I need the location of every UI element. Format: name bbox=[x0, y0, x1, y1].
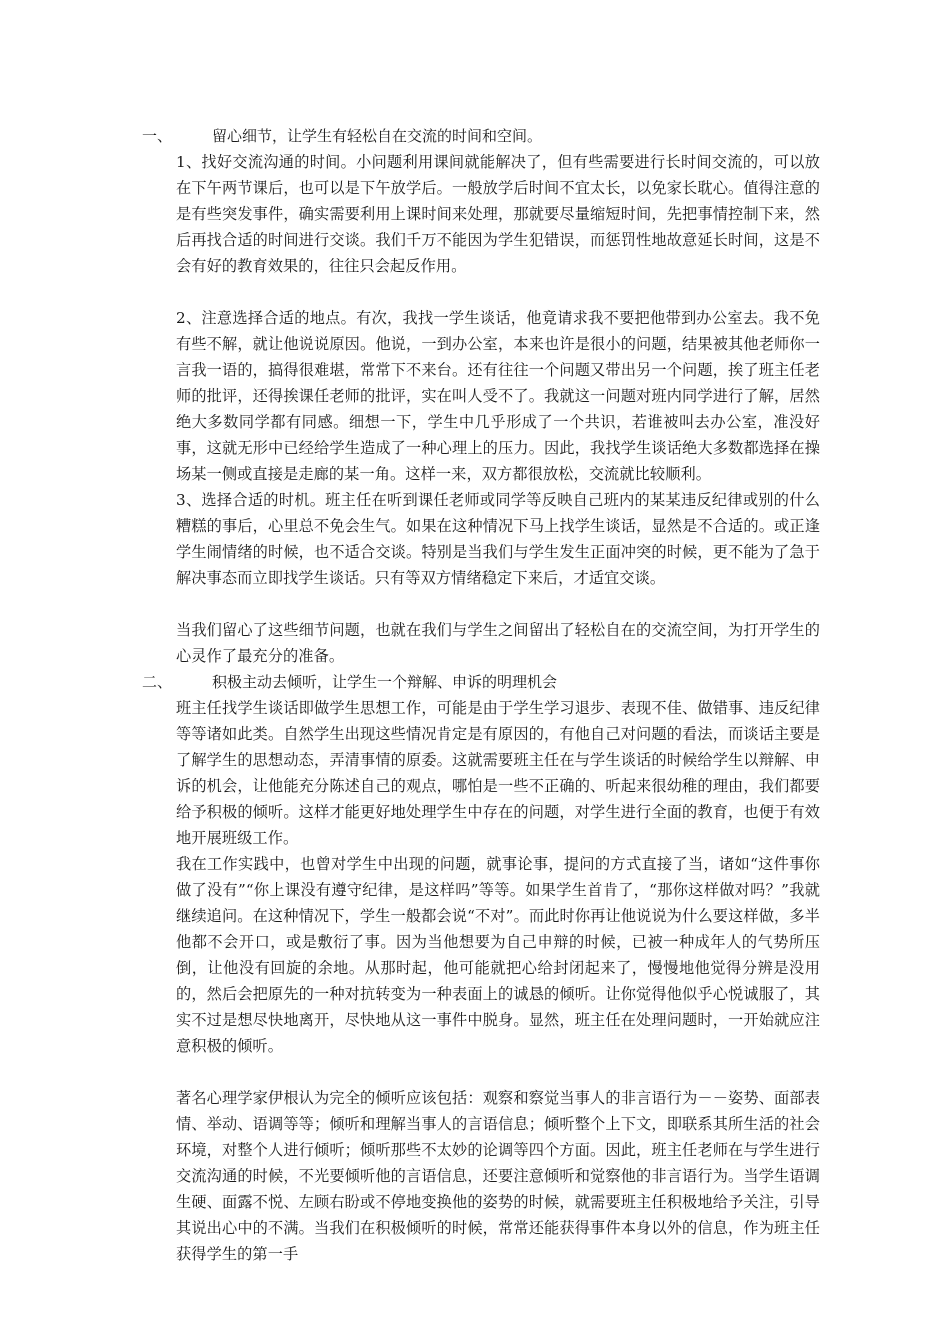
section-2-paragraph-3: 著名心理学家伊根认为完全的倾听应该包括：观察和察觉当事人的非言语行为－－姿势、面部表情、举动、语调等等；倾听和理解当事人的言语信息；倾听整个上下文，即联系其所生活的社会环境，对整个人进行倾听；倾听那些不太妙的论调等四个方面。因此，班主任老师在与学生进行交流沟通的时候，不光要倾听他的言语信息，还要注意倾听和觉察他的非言语行为。当学生语调生硬、面露不悦、左顾右盼或不停地变换他的姿势的时候，就需要班主任积极地给予关注，引导其说出心中的不满。当我们在积极倾听的时候，常常还能获得事件本身以外的信息，作为班主任获得学生的第一手 bbox=[176, 1089, 820, 1263]
section-1-paragraph-4: 当我们留心了这些细节问题，也就在我们与学生之间留出了轻松自在的交流空间，为打开学生的心灵作了最充分的准备。 bbox=[176, 621, 820, 665]
section-2-title: 积极主动去倾听，让学生一个辩解、申诉的明理机会 bbox=[212, 673, 558, 691]
section-2-paragraph-2: 我在工作实践中，也曾对学生中出现的问题，就事论事，提问的方式直接了当，诸如“这件事你做了没有”“你上课没有遵守纪律，是这样吗”等等。如果学生首肯了，“那你这样做对吗？”我就继续追问。在这种情况下，学生一般都会说“不对”。而此时你再让他说说为什么要这样做，多半他都不会开口，或是敷衍了事。因为当他想要为自己申辩的时候，已被一种成年人的气势所压倒，让他没有回旋的余地。从那时起，他可能就把心给封闭起来了，慢慢地他觉得分辨是没用的，然后会把原先的一种对抗转变为一种表面上的诚恳的倾听。让你觉得他似乎心悦诚服了，其实不过是想尽快地离开，尽快地从这一事件中脱身。显然，班主任在处理问题时，一开始就应注意积极的倾听。 bbox=[176, 855, 820, 1055]
section-2-paragraph-1: 班主任找学生谈话即做学生思想工作，可能是由于学生学习退步、表现不佳、做错事、违反纪律等等诸如此类。自然学生出现这些情况肯定是有原因的，有他自己对问题的看法，而谈话主要是了解学生的思想动态，弄清事情的原委。这就需要班主任在与学生谈话的时候给学生以辩解、申诉的机会，让他能充分陈述自己的观点，哪怕是一些不正确的、听起来很幼稚的理由，我们都要给予积极的倾听。这样才能更好地处理学生中存在的问题，对学生进行全面的教育，也便于有效地开展班级工作。 bbox=[176, 699, 820, 847]
section-2-number: 二、 bbox=[142, 673, 173, 691]
section-1-heading bbox=[142, 123, 822, 149]
section-1-paragraph-2: 2、注意选择合适的地点。有次，我找一学生谈话，他竟请求我不要把他带到办公室去。我不免有些不解，就让他说说原因。他说，一到办公室，本来也许是很小的问题，结果被其他老师你一言我一语的，搞得很难堪，常常下不来台。还有往往一个问题又带出另一个问题，挨了班主任老师的批评，还得挨课任老师的批评，实在叫人受不了。我就这一问题对班内同学进行了解，居然绝大多数同学都有同感。细想一下，学生中几乎形成了一个共识，若谁被叫去办公室，准没好事，这就无形中已经给学生造成了一种心理上的压力。因此，我找学生谈话绝大多数都选择在操场某一侧或直接是走廊的某一角。这样一来，双方都很放松，交流就比较顺利。 bbox=[176, 309, 820, 483]
section-1-paragraph-1: 1、找好交流沟通的时间。小问题利用课间就能解决了，但有些需要进行长时间交流的，可以放在下午两节课后，也可以是下午放学后。一般放学后时间不宜太长，以免家长耽心。值得注意的是有些突发事件，确实需要利用上课时间来处理，那就要尽量缩短时间，先把事情控制下来，然后再找合适的时间进行交谈。我们千万不能因为学生犯错误，而惩罚性地故意延长时间，这是不会有好的教育效果的，往往只会起反作用。 bbox=[176, 153, 820, 275]
section-1-title: 留心细节，让学生有轻松自在交流的时间和空间。 bbox=[212, 127, 543, 145]
section-2-heading bbox=[142, 669, 822, 695]
section-1-number: 一、 bbox=[142, 127, 173, 145]
section-1-paragraph-3: 3、选择合适的时机。班主任在听到课任老师或同学等反映自己班内的某某违反纪律或别的什么糟糕的事后，心里总不免会生气。如果在这种情况下马上找学生谈话，显然是不合适的。或正逢学生闹情绪的时候，也不适合交谈。特别是当我们与学生发生正面冲突的时候，更不能为了急于解决事态而立即找学生谈话。只有等双方情绪稳定下来后，才适宜交谈。 bbox=[176, 491, 820, 587]
